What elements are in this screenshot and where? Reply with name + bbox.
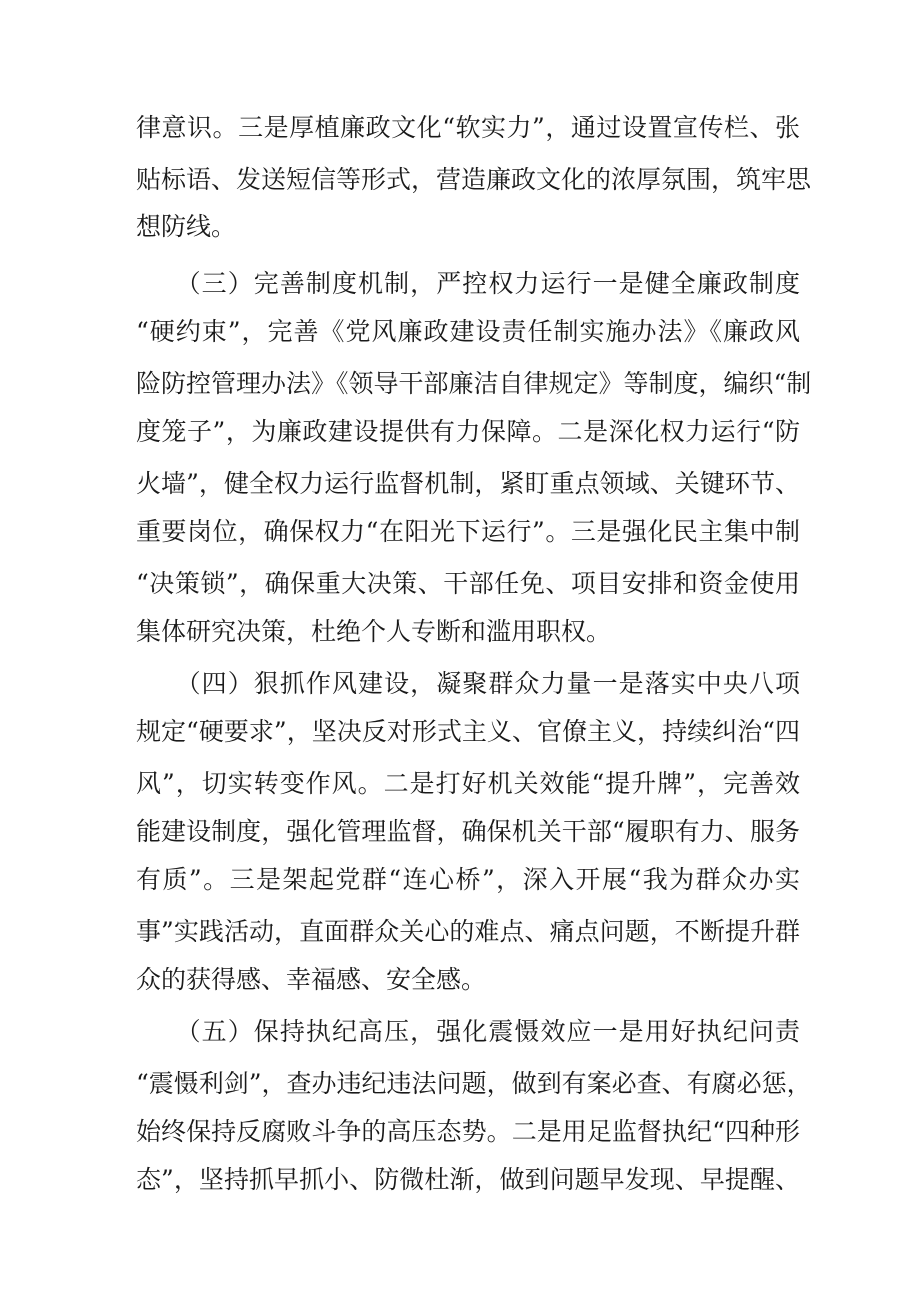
text-line: 贴标语、发送短信等形式，营造廉政文化的浓厚氛围，筑牢思: [136, 165, 812, 194]
text-line: “决策锁”，确保重大决策、干部任免、项目安排和资金使用: [136, 569, 800, 598]
text-line: 律意识。三是厚植廉政文化“软实力”，通过设置宣传栏、张: [136, 113, 800, 142]
text-line: （三）完善制度机制，严控权力运行一是健全廉政制度: [136, 269, 800, 298]
text-line: 事”实践活动，直面群众关心的难点、痛点问题，不断提升群: [136, 917, 800, 946]
text-line: 规定“硬要求”，坚决反对形式主义、官僚主义，持续纠治“四: [136, 717, 800, 746]
text-line: （五）保持执纪高压，强化震慑效应一是用好执纪问责: [136, 1017, 800, 1046]
text-line: “震慑利剑”，查办违纪违法问题，做到有案必查、有腐必惩，: [136, 1069, 812, 1098]
text-line: 火墙”，健全权力运行监督机制，紧盯重点领域、关键环节、: [136, 469, 800, 498]
text-line: 态”，坚持抓早抓小、防微杜渐，做到问题早发现、早提醒、: [136, 1165, 800, 1194]
text-line: 众的获得感、幸福感、安全感。: [136, 965, 487, 994]
text-line: 集体研究决策，杜绝个人专断和滥用职权。: [136, 617, 612, 646]
text-line: 度笼子”，为廉政建设提供有力保障。二是深化权力运行“防: [136, 417, 800, 446]
text-line: 想防线。: [136, 212, 237, 241]
text-line: 始终保持反腐败斗争的高压态势。二是用足监督执纪“四种形: [136, 1117, 800, 1146]
text-line: 有质”。三是架起党群“连心桥”，深入开展“我为群众办实: [136, 865, 800, 894]
text-line: “硬约束”，完善《党风廉政建设责任制实施办法》《廉政风: [136, 317, 800, 346]
text-line: 能建设制度，强化管理监督，确保机关干部“履职有力、服务: [136, 817, 800, 846]
text-line: 风”，切实转变作风。二是打好机关效能“提升牌”，完善效: [136, 769, 800, 798]
text-line: 险防控管理办法》《领导干部廉洁自律规定》等制度，编织“制: [136, 369, 812, 398]
text-line: （四）狠抓作风建设，凝聚群众力量一是落实中央八项: [136, 669, 800, 698]
text-line: 重要岗位，确保权力“在阳光下运行”。三是强化民主集中制: [136, 517, 800, 546]
